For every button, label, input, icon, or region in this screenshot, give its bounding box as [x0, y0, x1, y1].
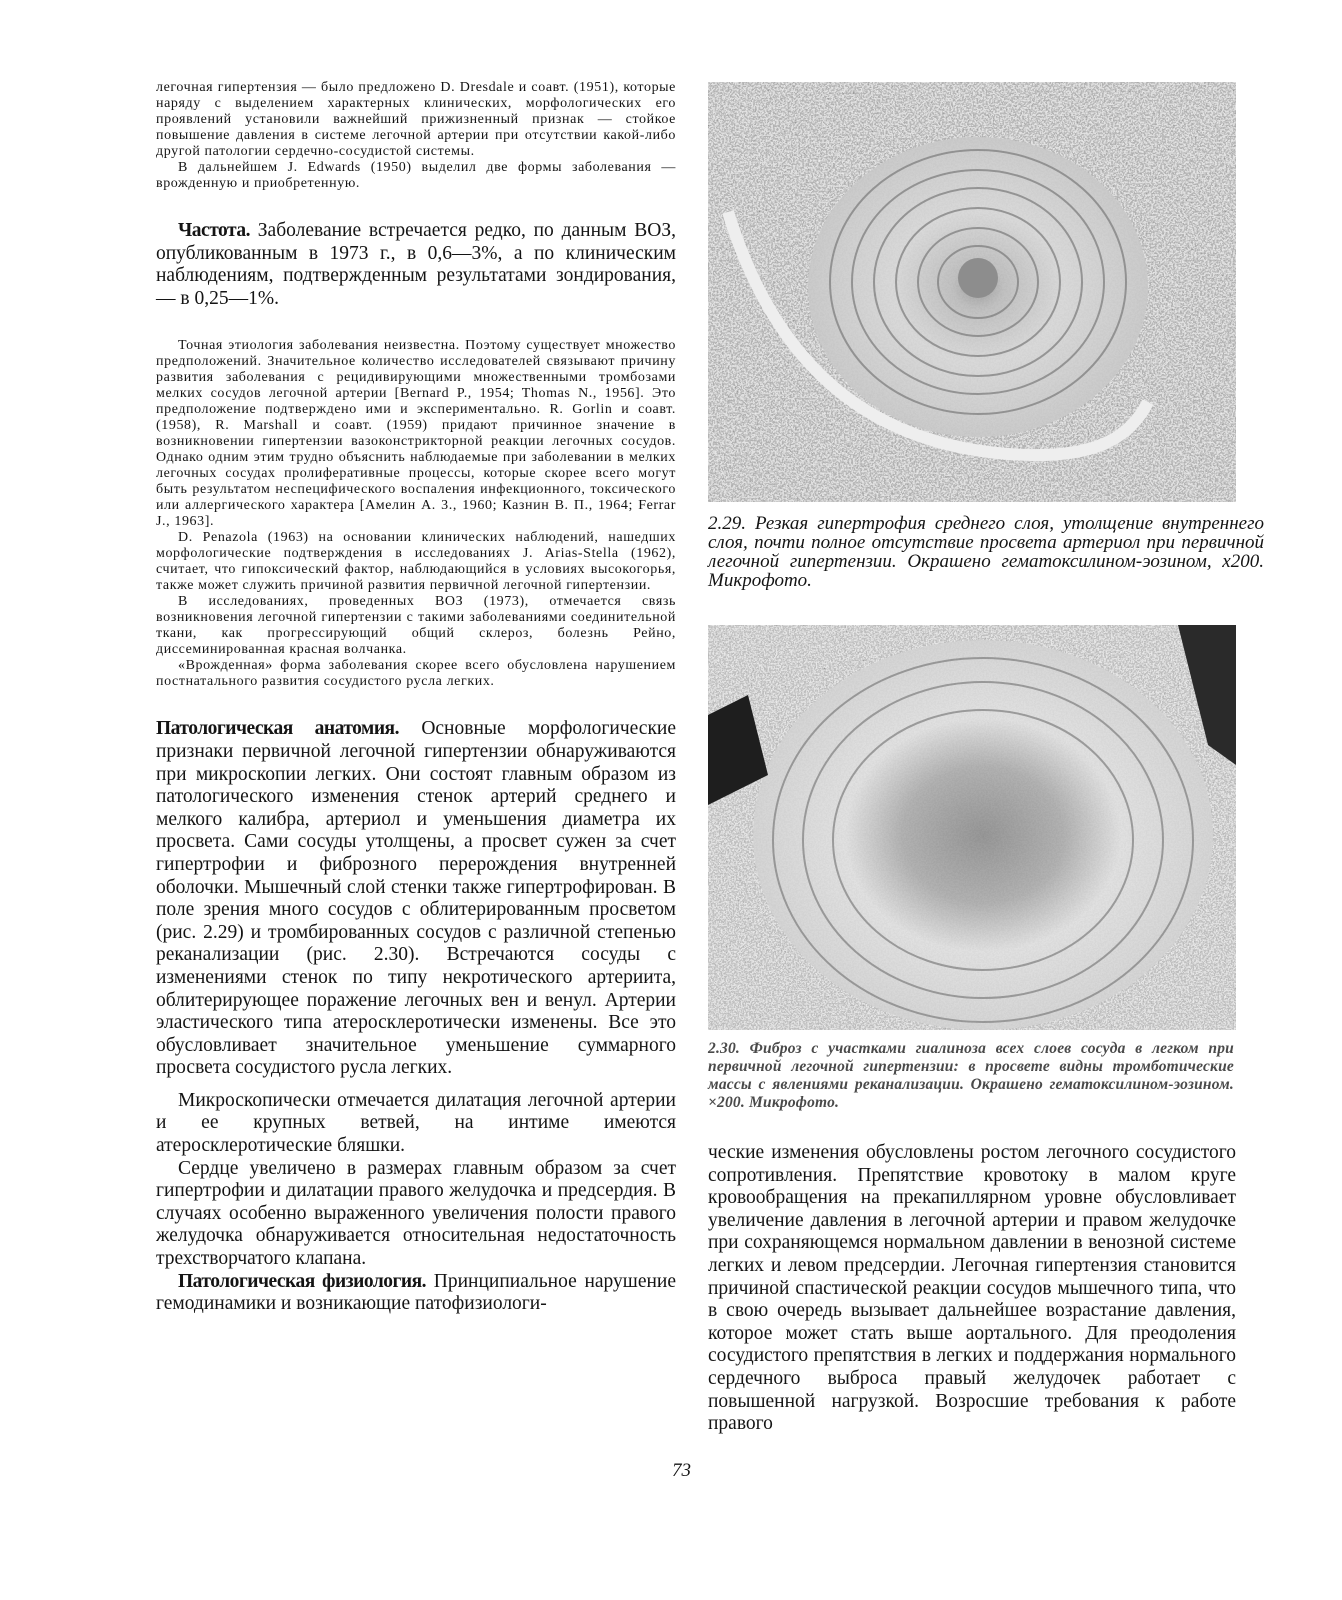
physiology-text: Принципиальное нарушение гемодинамики и возникающие патофизиологи- [156, 1270, 676, 1315]
etiology-block [156, 338, 676, 690]
intro-paragraph: В дальнейшем J. Edwards (1950) выделил две формы заболевания — врожденную и приобретенную. [156, 160, 676, 191]
intro-block [156, 80, 676, 192]
anatomy-text: Основные морфологические признаки первичной легочной гипертензии обнаруживаются при микроскопии легких. Они состоят главным образом из патологического изменения стенок артерий среднего и мелкого калибра, артериол и уменьшения диаметра их просвета. Сами сосуды утолщены, а просвет сужен за счет гипертрофии и фиброзного перерождения внутренней оболочки. Мышечный слой стенки также гипертрофирован. В поле зрения много сосудов с облитерированным просветом (рис. 2.29) и тромбированных сосудов с различной степенью реканализации (рис. 2.30). Встречаются сосуды с изменениями стенок по типу некротического артериита, облитерирующее поражение легочных вен и венул. Артерии эластического типа атеросклеротически изменены. Все это обусловливает значительное уменьшение суммарного просвета сосудистого русла легких. [156, 718, 677, 1079]
heart-paragraph: Сердце увеличено в размерах главным образом за счет гипертрофии и дилатации правого желудочка и предсердия. В случаях особенно выраженного увеличения полости правого желудочка обнаруживается относительная недостаточность трехстворчатого клапана. [156, 1157, 676, 1270]
etiology-paragraph: D. Penazola (1963) на основании клинических наблюдений, нашедших морфологические подтверждения в исследованиях J. Arias-Stella (1962), считает, что гипоксический фактор, наблюдающийся в условиях высокогорья, также может служить причиной развития первичной легочной гипертензии. [156, 530, 676, 594]
figure-2-29-caption: 2.29. Резкая гипертрофия среднего слоя, утолщение внутреннего слоя, почти полное отсутствие просвета артериол при первичной легочной гипертензии. Окрашено гематоксилином-эозином, х200. Микрофото. [708, 513, 1264, 591]
frequency-text: Заболевание встречается редко, по данным ВОЗ, опубликованным в 1973 г., в 0,6—3%, а по клиническим наблюдениям, подтвержденным результатами зондирования,— в 0,25—1%. [156, 220, 676, 309]
left-column [156, 80, 676, 1316]
anatomy-section [156, 718, 676, 1315]
micro-paragraph: Микроскопически отмечается дилатация легочной артерии и ее крупных ветвей, на интиме имеются атеросклеротические бляшки. [156, 1089, 676, 1157]
physiology-heading: Патологическая физиология. [178, 1270, 427, 1292]
etiology-paragraph: «Врожденная» форма заболевания скорее всего обусловлена нарушением постнатального развития сосудистого русла легких. [156, 658, 676, 690]
right-column-text [708, 1142, 1236, 1436]
figure-2-30-caption: 2.30. Фиброз с участками гиалиноза всех слоев сосуда в легком при первичной легочной гипертензии: в просвете видны тромботические массы с явлениями реканализации. Окрашено гематоксилином-эозином. ×200. Микрофото. [708, 1040, 1234, 1111]
page-number: 73 [672, 1460, 691, 1481]
micrograph-2-29 [708, 82, 1236, 502]
frequency-section [156, 220, 676, 310]
frequency-heading: Частота. [178, 220, 250, 241]
etiology-paragraph: В исследованиях, проведенных ВОЗ (1973), отмечается связь возникновения легочной гипертензии с такими заболеваниями соединительной ткани, как прогрессирующий общий склероз, болезнь Рейно, диссеминированная красная волчанка. [156, 594, 676, 658]
continuation-paragraph: ческие изменения обусловлены ростом легочного сосудистого сопротивления. Препятствие кровотоку в малом круге кровообращения на прекапиллярном уровне обусловливает увеличение давления в легочной артерии и правом желудочке при сохраняющемся нормальном давлении в венозной системе легких и левом предсердии. Легочная гипертензия становится причиной спастической реакции сосудов мышечного типа, что в свою очередь вызывает дальнейшее возрастание давления, которое может стать выше аортального. Для преодоления сосудистого препятствия в легких и поддержания нормального сердечного выброса правый желудочек работает с повышенной нагрузкой. Возросшие требования к работе правого [708, 1142, 1236, 1435]
anatomy-heading: Патологическая анатомия. [156, 718, 399, 740]
etiology-paragraph: Точная этиология заболевания неизвестна. Поэтому существует множество предположений. Значительное количество исследователей связывают причину развития заболевания с рецидивирующими множественными тромбозами мелких сосудов легочной артерии [Bernard P., 1954; Thomas N., 1956]. Это предположение подтверждено ими и экспериментально. R. Gorlin и соавт. (1958), R. Marshall и соавт. (1959) придают причинное значение в возникновении гипертензии вазоконстрикторной реакции легочных сосудов. Однако одним этим трудно объяснить наблюдаемые при заболевании в мелких легочных сосудах пролиферативные процессы, которые скорее всего могут быть результатом неспецифического воспаления инфекционного, токсического или аллергического характера [Амелин А. 3., 1960; Казнин В. П., 1964; Ferrar J., 1963]. [156, 338, 676, 530]
intro-paragraph: легочная гипертензия — было предложено D. Dresdale и соавт. (1951), которые наряду с выделением характерных клинических, морфологических его проявлений установили важнейший прижизненный признак — стойкое повышение давления в системе легочной артерии при отсутствии какой-либо другой патологии сердечно-сосудистой системы. [156, 80, 676, 159]
micrograph-2-30 [708, 625, 1236, 1030]
